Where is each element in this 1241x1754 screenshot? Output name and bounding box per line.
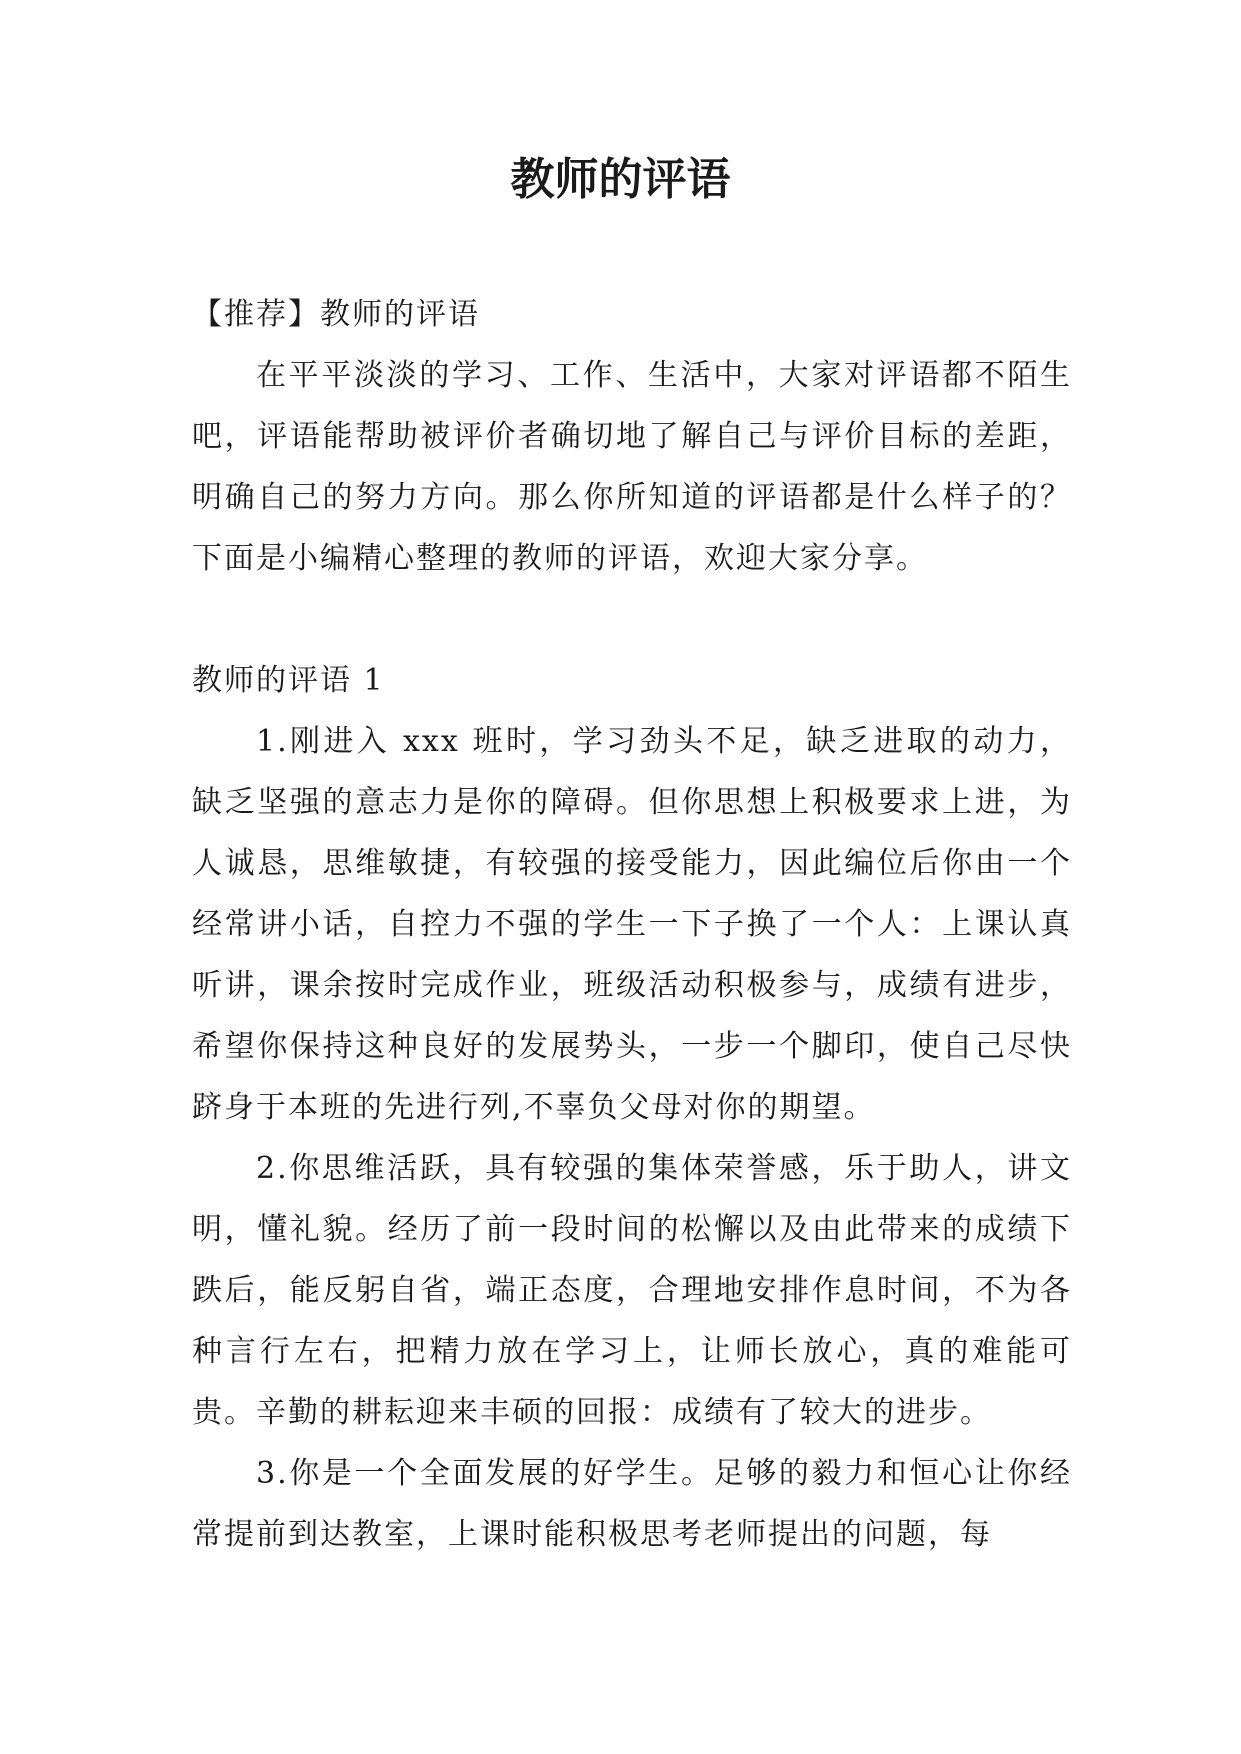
comment-item-3: 3.你是一个全面发展的好学生。足够的毅力和恒心让你经常提前到达教室，上课时能积极思考老师提出的问题，每 — [192, 1456, 1072, 1552]
intro-paragraph: 在平平淡淡的学习、工作、生活中，大家对评语都不陌生吧，评语能帮助被评价者确切地了解自己与评价目标的差距，明确自己的努力方向。那么你所知道的评语都是什么样子的？下面是小编精心整理的教师的评语，欢迎大家分享。 — [192, 358, 1072, 576]
paragraph-spacer — [192, 589, 1072, 650]
document-body — [192, 284, 1072, 1565]
recommend-tag-line: 【推荐】教师的评语 — [192, 297, 480, 332]
comment-item-1: 1.刚进入 xxx 班时，学习劲头不足，缺乏进取的动力，缺乏坚强的意志力是你的障碍。但你思想上积极要求上进，为人诚恳，思维敏捷，有较强的接受能力，因此编位后你由一个经常讲小话，自控力不强的学生一下子换了一个人：上课认真听讲，课余按时完成作业，班级活动积极参与，成绩有进步，希望你保持这种良好的发展势头，一步一个脚印，使自己尽快跻身于本班的先进行列,不辜负父母对你的期望。 — [192, 724, 1072, 1125]
document-title: 教师的评语 — [510, 154, 731, 205]
section-heading: 教师的评语 1 — [192, 663, 385, 698]
comment-item-2: 2.你思维活跃，具有较强的集体荣誉感，乐于助人，讲文明，懂礼貌。经历了前一段时间的松懈以及由此带来的成绩下跌后，能反躬自省，端正态度，合理地安排作息时间，不为各种言行左右，把精力放在学习上，让师长放心，真的难能可贵。辛勤的耕耘迎来丰硕的回报：成绩有了较大的进步。 — [192, 1151, 1072, 1430]
